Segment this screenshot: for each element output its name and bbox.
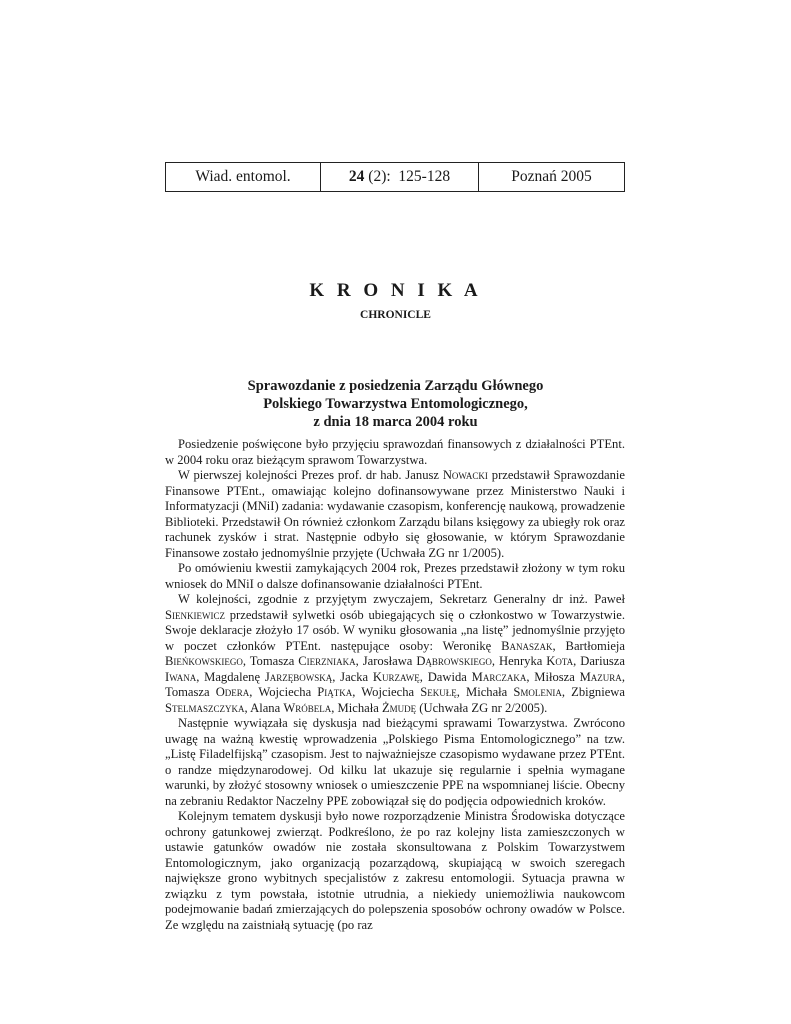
paragraph-text: Kolejnym tematem dyskusji było nowe rozporządzenie Ministra Środowiska dotyczące ochrony gatunkowej zwierząt. Podkreślono, że po raz kolejny lista zamieszczonych w ustawie gatunków owadów nie została skonsultowana z Polskim Towarzystwem Entomologicznym, jako organizacją pozarządową, skupiającą w swoich szeregach największe grono wybitnych specjalistów z zakresu entomologii. Sytuacja prawna w związku z tym powstała, istotnie utrudnia, a niekiedy uniemożliwia naukowcom podejmowanie badań zmierzających do polepszenia sposobów ochrony owadów w Polsce. Ze względu na zaistniałą sytuację (po raz — [165, 809, 625, 932]
paragraph-text: W kolejności, zgodnie z przyjętym zwyczajem, Sekretarz Generalny dr inż. Paweł — [178, 592, 625, 606]
person-surname: Kurzawę — [372, 669, 420, 684]
paragraph-text: (Uchwała ZG nr 2/2005). — [416, 700, 548, 715]
paragraph-text: , Magdalenę — [196, 669, 265, 684]
body-paragraph — [165, 716, 625, 809]
paragraph-text: , Wojciecha — [352, 685, 421, 699]
person-surname: Marczaka — [471, 669, 527, 684]
paragraph-text: , Tomasza — [165, 669, 625, 699]
person-surname: Banaszak — [501, 638, 553, 653]
body-paragraph — [165, 437, 625, 468]
person-surname: Sienkiewicz — [165, 607, 225, 622]
person-surname: Jarzębowską — [264, 669, 333, 684]
person-surname: Smolenia — [513, 685, 562, 699]
body-paragraph — [165, 561, 625, 592]
person-surname: Cierzniaka — [298, 654, 356, 668]
place-year-cell — [479, 163, 624, 191]
article-title-line: Polskiego Towarzystwa Entomologicznego, — [263, 396, 528, 412]
article-title-line: Sprawozdanie z posiedzenia Zarządu Głównego — [247, 378, 544, 394]
body-paragraph — [165, 468, 625, 561]
journal-header-box — [165, 162, 625, 192]
volume-number: 24 — [348, 168, 365, 185]
paragraph-text: , Michała — [331, 700, 382, 715]
person-surname: Nowacki — [442, 468, 488, 482]
paragraph-text: przedstawił sylwetki osób ubiegających się o członkostwo w Towarzystwie. Swoje deklaracje złożyło 17 osób. W wyniku głosowania „na listę” jednomyślnie przyjęto w poczet członków PTEnt. następujące osoby: Weronikę — [165, 607, 625, 653]
journal-name-cell — [166, 163, 321, 191]
journal-name: Wiad. entomol. — [195, 168, 291, 185]
paragraph-text: W pierwszej kolejności Prezes prof. dr hab. Janusz — [178, 468, 443, 482]
paragraph-text: , Michała — [456, 685, 514, 699]
paragraph-text: , Miłosza — [526, 669, 580, 684]
issue-pages: (2): 125-128 — [364, 168, 451, 185]
article-body — [165, 437, 625, 933]
volume-cell — [321, 163, 479, 191]
paragraph-text: , Jarosława — [355, 654, 417, 668]
section-subtitle: CHRONICLE — [360, 309, 431, 321]
paragraph-text: przedstawił Sprawozdanie Finansowe PTEnt., omawiając kolejno dofinansowywane przez Ministerstwo Nauki i Informatyzacji (MNiI) zadania: wydawanie czasopism, konferencję naukową, prowadzenie Biblioteki. Przedstawił On również członkom Zarządu bilans księgowy za ubiegły rok oraz rachunek zysków i strat. Następnie odbyło się głosowanie, w którym Sprawozdanie Finansowe zostało jednomyślnie przyjęte (Uchwała ZG nr 1/2005). — [165, 468, 625, 560]
paragraph-text: , Zbigniewa — [561, 685, 625, 699]
person-surname: Bieńkowskiego — [165, 654, 243, 668]
person-surname: Sekułę — [420, 685, 457, 699]
paragraph-text: , Bartłomieja — [552, 638, 626, 653]
paragraph-text: , Wojciecha — [249, 685, 318, 699]
body-paragraph — [165, 592, 625, 716]
person-surname: Kota — [546, 654, 574, 668]
paragraph-text: , Alana — [244, 700, 284, 715]
person-surname: Dąbrowskiego — [416, 654, 492, 668]
person-surname: Mazura — [579, 669, 622, 684]
person-surname: Wróbela — [283, 700, 332, 715]
paragraph-text: , Henryka — [491, 654, 547, 668]
paragraph-text: Posiedzenie poświęcone było przyjęciu sprawozdań finansowych z działalności PTEnt. w 2004 roku oraz bieżącym sprawom Towarzystwa. — [165, 437, 625, 467]
section-title: K R O N I K A — [309, 280, 482, 301]
paragraph-text: , Jacka — [332, 669, 373, 684]
person-surname: Iwana — [165, 669, 197, 684]
paragraph-text: , Dawida — [419, 669, 472, 684]
person-surname: Stelmaszczyka — [165, 700, 245, 715]
body-paragraph — [165, 809, 625, 933]
paragraph-text: Następnie wywiązała się dyskusja nad bieżącymi sprawami Towarzystwa. Zwrócono uwagę na ważną kwestię wprowadzenia „Polskiego Pisma Entomologicznego” na tzw. „Listę Filadelfijską” czasopism. Jest to najważniejsze czasopismo wydawane przez PTEnt. o randze międzynarodowej. Od kilku lat ukazuje się regularnie i spełnia wymagane warunki, by złożyć stosowny wniosek o umieszczenie PPE na wspomnianej liście. Obecny na zebraniu Redaktor Naczelny PPE zobowiązał się do podjęcia odpowiednich kroków. — [165, 716, 625, 808]
paragraph-text: , Dariusza — [573, 654, 625, 668]
paragraph-text: , Tomasza — [242, 654, 299, 668]
article-title-line: z dnia 18 marca 2004 roku — [313, 414, 478, 430]
person-surname: Piątka — [317, 685, 353, 699]
person-surname: Żmudę — [381, 700, 417, 715]
place-year: Poznań 2005 — [511, 168, 592, 185]
paragraph-text: Po omówieniu kwestii zamykających 2004 rok, Prezes przedstawił złożony w tym roku wniosek do MNiI o dalsze dofinansowanie działalności PTEnt. — [165, 561, 625, 591]
person-surname: Odera — [215, 685, 250, 699]
article-title — [0, 377, 791, 431]
